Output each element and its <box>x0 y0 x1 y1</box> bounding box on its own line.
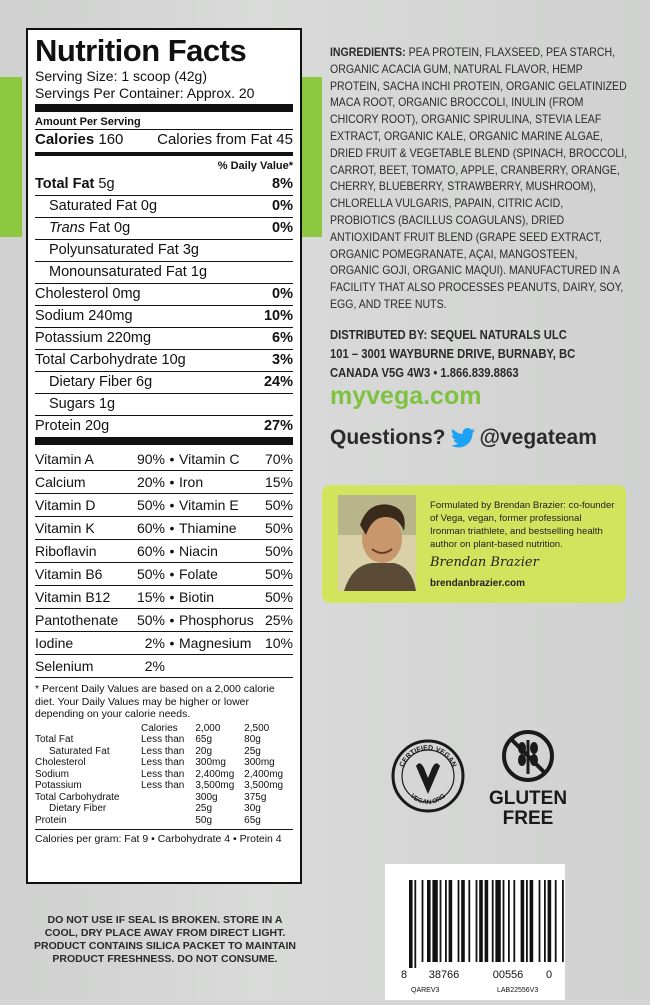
vitamin-name-right <box>179 655 263 677</box>
vitamin-percent-left: 90% <box>136 451 165 467</box>
table-cell: Less than <box>140 768 185 780</box>
promo-description: Formulated by Brendan Brazier: co-founder of Vega, vegan, former professional Ironman triathlete, and bestselling health author on plant-based nutrition. <box>430 500 615 550</box>
vitamin-separator: • <box>169 451 175 467</box>
vitamin-row <box>35 493 293 516</box>
table-cell: 25g <box>195 803 213 814</box>
certified-vegan-icon <box>390 738 466 814</box>
vitamin-percent-left: 50% <box>136 566 165 582</box>
nutrient-row <box>35 371 293 393</box>
vitamin-name-right: Magnesium <box>179 635 252 651</box>
barcode-bar <box>513 880 515 962</box>
nutrient-row <box>35 349 293 371</box>
barcode-digits-group-1: 38766 <box>428 969 460 981</box>
table-cell: 2,400mg <box>244 768 284 780</box>
vitamin-name-left: Vitamin A <box>35 451 94 467</box>
twitter-handle[interactable]: @vegateam <box>479 426 597 449</box>
vitamin-separator: • <box>169 474 175 490</box>
brendan-photo <box>338 495 416 591</box>
vitamin-row <box>35 516 293 539</box>
barcode-bar <box>544 880 546 962</box>
table-header-cell: Calories <box>140 722 178 734</box>
vitamin-row <box>35 585 293 608</box>
table-cell: Potassium <box>35 780 82 791</box>
table-row <box>35 803 293 815</box>
servings-per-container: Servings Per Container: Approx. 20 <box>35 85 255 101</box>
barcode-code-right: LAB22556V3 <box>497 987 539 994</box>
daily-values-table <box>35 723 293 827</box>
nutrient-label: Cholesterol <box>35 286 109 302</box>
vegan-badge-top-text: CERTIFIED VEGAN <box>398 744 458 769</box>
nutrient-label: Polyunsaturated Fat <box>49 242 179 258</box>
gluten-text: GLUTEN <box>488 788 568 809</box>
table-cell <box>141 792 195 804</box>
nutrient-row <box>35 283 293 305</box>
vitamin-row <box>35 608 293 631</box>
nutrient-row <box>35 217 293 239</box>
barcode <box>385 864 565 1000</box>
vitamin-separator: • <box>169 497 175 513</box>
table-cell: 20g <box>195 745 213 757</box>
nutrition-facts-panel <box>26 28 302 884</box>
table-cell: Saturated Fat <box>49 745 110 757</box>
table-row <box>35 757 293 769</box>
nutrient-amount: 10g <box>161 352 186 368</box>
table-row <box>35 792 293 804</box>
table-header-cell: 2,500 <box>244 722 270 734</box>
vitamin-name-left: Iodine <box>35 635 74 651</box>
table-header-cell <box>35 723 141 735</box>
barcode-bar <box>440 880 442 962</box>
table-cell: 2,400mg <box>195 768 235 780</box>
vitamin-name-left: Calcium <box>35 474 86 490</box>
nutrient-amount: 3g <box>182 242 199 258</box>
table-cell: Total Carbohydrate <box>35 791 120 803</box>
barcode-bar <box>427 880 431 962</box>
divider-thick-2 <box>35 437 293 445</box>
barcode-bar <box>409 880 413 968</box>
questions-label: Questions? <box>330 426 446 449</box>
nutrient-amount: 20g <box>84 418 110 434</box>
ingredients-text: PEA PROTEIN, FLAXSEED, PEA STARCH, ORGANIC ACACIA GUM, NATURAL FLAVOR, HEMP PROTEIN, SACHA INCHI PROTEIN, ORGANIC GELATINIZED MACA ROOT, ORGANIC BROCCOLI, INULIN (FROM CHICORY ROOT), ORGANIC SPIRULINA, STEVIA LEAF EXTRACT, ORGANIC KALE, ORGANIC MARINE ALGAE, DRIED FRUIT & VEGETABLE BLEND (SPINACH, BROCCOLI, CARROT, BEET, TOMATO, APPLE, CRANBERRY, ORANGE, CHERRY, BLUEBERRY, STRAWBERRY, MUSHROOM), CHLORELLA VULGARIS, PAPAIN, CITRIC ACID, PROBIOTICS (BACILLUS COAGULANS), DRIED ANTIOXIDANT FRUIT BLEND (GRAPE SEED EXTRACT, ORGANIC POMEGRANATE, AÇAI, MANGOSTEEN, ORGANIC GOJI, ORGANIC MAQUI). MANUFACTURED IN A FACILITY THAT ALSO PROCESSES PEANUTS, DAIRY, SOY, EGG, AND TREE NUTS. <box>330 45 628 311</box>
vitamin-name-right: Folate <box>179 566 218 582</box>
nutrient-amount: 0mg <box>112 286 141 302</box>
vitamin-name-right: Niacin <box>179 543 218 559</box>
nutrient-amount: 1g <box>190 264 208 280</box>
nutrient-label: Protein <box>35 418 81 434</box>
distributor-line-3: CANADA V5G 4W3 • 1.866.839.8863 <box>330 366 519 380</box>
serving-size: Serving Size: 1 scoop (42g) <box>35 68 207 84</box>
table-cell: 300g <box>195 791 218 803</box>
vitamin-percent-right <box>263 655 293 677</box>
barcode-bar <box>476 880 478 962</box>
green-accent-right <box>302 77 322 237</box>
barcode-bar <box>458 880 460 962</box>
vitamin-percent-right: 15% <box>264 474 293 490</box>
gluten-free-icon <box>488 726 568 846</box>
vitamin-percent-left: 20% <box>136 474 165 490</box>
table-row <box>35 769 293 781</box>
table-cell: 3,500mg <box>195 780 235 791</box>
nutrient-label: Dietary Fiber <box>49 374 132 390</box>
nutrient-row <box>35 327 293 349</box>
vitamin-name-right: Iron <box>179 474 204 490</box>
barcode-code-left: QAREV3 <box>411 987 440 994</box>
nutrient-percent: 0% <box>272 286 293 302</box>
green-accent-left <box>0 77 22 237</box>
barcode-bar <box>485 880 489 962</box>
nutrient-amount: 5g <box>98 176 115 192</box>
vitamin-name-left: Pantothenate <box>35 612 119 628</box>
brendan-website-link[interactable]: brendanbrazier.com <box>430 578 526 589</box>
calories-label: Calories <box>35 131 95 148</box>
table-cell: Less than <box>140 780 185 791</box>
nutrient-list <box>35 174 293 437</box>
nutrient-percent: 0% <box>272 198 293 214</box>
vitamin-name-right: Vitamin E <box>179 497 239 513</box>
table-cell <box>141 803 195 815</box>
vitamin-separator: • <box>169 543 175 559</box>
vitamin-percent-right: 25% <box>264 612 293 628</box>
vitamin-percent-right: 50% <box>264 589 293 605</box>
vitamin-percent-left: 15% <box>136 589 165 605</box>
table-cell: Total Fat <box>35 734 74 745</box>
table-cell: Sodium <box>35 768 69 780</box>
nutrient-percent: 0% <box>272 220 293 236</box>
vitamin-name-left: Vitamin D <box>35 497 96 513</box>
vitamin-separator: • <box>169 566 175 582</box>
nutrient-label: Monounsaturated Fat <box>49 264 187 280</box>
barcode-digit-right: 0 <box>546 969 553 981</box>
table-cell: 25g <box>244 745 261 757</box>
vitamin-percent-left: 2% <box>144 635 165 651</box>
nutrient-label: Sodium <box>35 308 85 324</box>
table-cell: 80g <box>244 734 261 745</box>
barcode-bar <box>468 880 470 962</box>
table-cell: 300mg <box>244 757 275 768</box>
nutrient-label: Saturated Fat <box>49 198 137 214</box>
questions-line <box>330 426 597 450</box>
barcode-bar <box>539 880 541 962</box>
daily-value-header: % Daily Value* <box>217 160 293 172</box>
barcode-panel <box>385 864 565 1000</box>
vitamin-name-right: Biotin <box>179 589 215 605</box>
table-cell: Cholesterol <box>35 757 86 768</box>
amount-per-serving: Amount Per Serving <box>35 116 141 128</box>
table-cell: 65g <box>195 734 213 745</box>
vitamin-name-left: Riboflavin <box>35 543 97 559</box>
nutrient-label: Potassium <box>35 330 103 346</box>
nutrient-label: Sugars <box>49 396 95 412</box>
nutrient-row <box>35 174 293 195</box>
table-cell: Less than <box>140 757 185 768</box>
vitamin-separator: • <box>169 612 175 628</box>
divider-thick <box>35 104 293 112</box>
nutrient-row <box>35 239 293 261</box>
vitamin-separator: • <box>169 635 175 651</box>
table-header-cell: 2,000 <box>195 722 221 734</box>
nutrient-row <box>35 261 293 283</box>
nutrient-percent: 8% <box>272 176 293 192</box>
svg-text:VEGAN.ORG <box>409 793 447 807</box>
daily-values-table-header <box>35 723 293 735</box>
nutrient-percent: 27% <box>263 418 293 434</box>
barcode-bar <box>445 880 447 962</box>
barcode-bar <box>449 880 453 962</box>
barcode-bar <box>492 880 494 962</box>
barcode-bar <box>479 880 483 962</box>
nutrient-label: Total Fat <box>35 176 95 192</box>
table-cell: Less than <box>140 745 185 757</box>
vitamin-name-right: Thiamine <box>179 520 237 536</box>
vitamin-percent-right: 50% <box>264 497 293 513</box>
free-text: FREE <box>502 808 554 829</box>
vitamin-name-left: Vitamin B12 <box>35 589 111 605</box>
vitamin-percent-right: 50% <box>264 543 293 559</box>
nutrient-amount: 240mg <box>88 308 133 324</box>
vitamin-row <box>35 470 293 493</box>
brendan-promo-card <box>322 485 626 603</box>
vitamin-percent-right: 10% <box>264 635 293 651</box>
nutrient-percent: 6% <box>272 330 293 346</box>
vitamin-name-left: Vitamin B6 <box>35 566 103 582</box>
table-row <box>35 746 293 758</box>
vitamin-list <box>35 448 293 677</box>
dv-footnote: * Percent Daily Values are based on a 2,000 calorie diet. Your Daily Values may be higher or lower depending on your calorie needs. <box>35 677 293 723</box>
nutrient-percent: 24% <box>263 374 293 390</box>
nutrition-title: Nutrition Facts <box>35 33 247 68</box>
table-cell: 30g <box>244 803 261 814</box>
barcode-bar <box>432 880 437 962</box>
vitamin-percent-left: 60% <box>136 543 165 559</box>
vitamin-percent-right: 50% <box>264 566 293 582</box>
table-cell: 3,500mg <box>244 780 284 791</box>
table-cell: 375g <box>244 791 267 803</box>
vitamin-name-left: Vitamin K <box>35 520 95 536</box>
barcode-bar <box>508 880 510 962</box>
nutrient-amount: Fat 0g <box>89 220 131 236</box>
vitamin-separator: • <box>169 520 175 536</box>
nutrient-amount: 0g <box>140 198 158 214</box>
barcode-bar <box>555 880 557 962</box>
vitamin-percent-left: 50% <box>136 612 165 628</box>
ingredients-label: INGREDIENTS: <box>330 45 406 59</box>
barcode-bar <box>503 880 505 962</box>
nutrient-percent: 3% <box>272 352 293 368</box>
barcode-bar <box>422 880 424 962</box>
table-row <box>35 734 293 746</box>
barcode-bar <box>548 880 552 962</box>
vitamin-percent-right: 70% <box>264 451 293 467</box>
table-cell: 300mg <box>195 757 226 768</box>
barcode-bar <box>495 880 500 962</box>
calories-value: 160 <box>98 131 124 148</box>
nutrient-row <box>35 393 293 415</box>
nutrient-label: Trans <box>49 220 85 236</box>
barcode-bar <box>414 880 416 968</box>
vitamin-name-right: Vitamin C <box>179 451 240 467</box>
vitamin-percent-left: 60% <box>136 520 165 536</box>
barcode-digit-left: 8 <box>401 969 408 981</box>
nutrient-amount: 6g <box>136 374 153 390</box>
calories-row <box>35 129 293 150</box>
vitamin-row <box>35 631 293 654</box>
table-row <box>35 780 293 792</box>
nutrient-label: Total Carbohydrate <box>35 352 158 368</box>
vitamin-separator: • <box>169 589 175 605</box>
distributor-line-1: DISTRIBUTED BY: SEQUEL NATURALS ULC <box>330 328 567 342</box>
divider-medium <box>35 152 293 156</box>
vegan-badge-bottom-text: VEGAN.ORG <box>408 792 448 807</box>
barcode-bar <box>521 880 525 962</box>
vitamin-separator <box>165 655 179 677</box>
barcode-bar <box>562 880 564 962</box>
storage-warning: DO NOT USE IF SEAL IS BROKEN. STORE IN A COOL, DRY PLACE AWAY FROM DIRECT LIGHT. PRODUCT CONTAINS SILICA PACKET TO MAINTAIN PRODUCT FRESHNESS. DO NOT CONSUME. <box>34 914 296 965</box>
twitter-bird-icon <box>451 428 475 448</box>
vitamin-row <box>35 654 293 677</box>
nutrient-row <box>35 305 293 327</box>
table-row <box>35 815 293 827</box>
brendan-signature: Brendan Brazier <box>430 555 539 570</box>
vitamin-row <box>35 448 293 470</box>
ingredients-block <box>330 44 629 313</box>
distributor-block <box>330 326 627 383</box>
nutrient-amount: 1g <box>98 396 116 412</box>
calories-from-fat: Calories from Fat 45 <box>157 131 293 148</box>
barcode-bar <box>526 880 528 962</box>
vitamin-percent-right: 50% <box>264 520 293 536</box>
nutrient-amount: 220mg <box>106 330 152 346</box>
vitamin-row <box>35 562 293 585</box>
calories-per-gram: Calories per gram: Fat 9 • Carbohydrate 4 • Protein 4 <box>35 829 293 848</box>
nutrient-row <box>35 195 293 217</box>
barcode-digits-group-2: 00556 <box>492 969 524 981</box>
barcode-bar <box>461 880 465 962</box>
distributor-line-2: 101 – 3001 WAYBURNE DRIVE, BURNABY, BC <box>330 347 576 361</box>
vitamin-percent-left: 2% <box>144 658 165 674</box>
table-cell: 50g <box>195 814 213 826</box>
table-cell: 65g <box>244 814 261 826</box>
vitamin-percent-left: 50% <box>136 497 165 513</box>
vitamin-name-right: Phosphorus <box>179 612 254 628</box>
barcode-bar <box>530 880 534 962</box>
nutrient-row <box>35 415 293 437</box>
vitamin-row <box>35 539 293 562</box>
table-cell: Dietary Fiber <box>49 803 107 814</box>
table-cell: Protein <box>35 814 67 826</box>
nutrient-percent: 10% <box>263 308 293 324</box>
table-cell <box>141 815 195 827</box>
website-link[interactable]: myvega.com <box>330 382 482 410</box>
table-cell: Less than <box>140 734 185 745</box>
vitamin-name-left: Selenium <box>35 658 94 674</box>
